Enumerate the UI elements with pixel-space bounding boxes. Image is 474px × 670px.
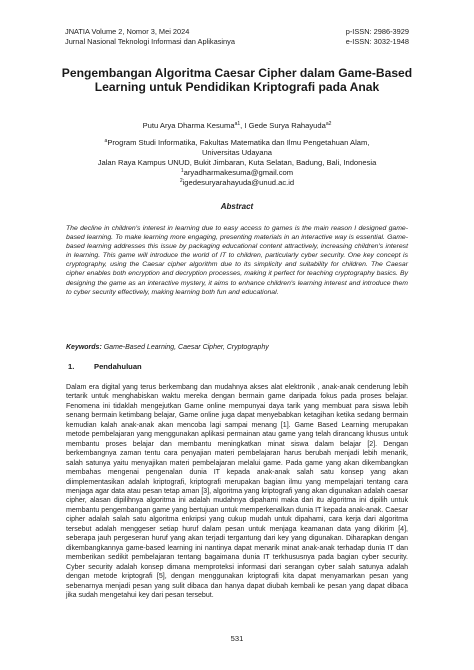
- section-heading: [68, 362, 142, 371]
- section-title: Pendahuluan: [94, 362, 142, 371]
- author-name: I Gede Surya Rahayuda: [244, 121, 326, 130]
- keywords-text: Game-Based Learning, Caesar Cipher, Cryptography: [101, 344, 269, 351]
- affiliation-marker: a: [104, 138, 108, 144]
- author-superscript: a2: [325, 121, 332, 127]
- p-issn: p-ISSN: 2986-3929: [345, 27, 409, 36]
- author-name: Putu Arya Dharma Kesuma: [142, 121, 235, 130]
- journal-header-left: [65, 27, 235, 48]
- paper-title: Pengembangan Algoritma Caesar Cipher dalam Game-Based Learning untuk Pendidikan Kriptografi pada Anak: [61, 66, 413, 94]
- page-number: 531: [230, 634, 244, 643]
- abstract-heading: Abstract: [220, 202, 254, 211]
- journal-volume: JNATIA Volume 2, Nomor 3, Mei 2024: [65, 27, 190, 36]
- affiliation-block: [40, 138, 434, 188]
- keywords: [66, 343, 408, 352]
- author-list: [40, 121, 434, 131]
- section-body-text: Dalam era digital yang terus berkembang dan mudahnya akses alat elektronik , anak-anak cenderung lebih tertarik untuk menghabiskan waktu mereka dengan bermain game daripada fokus pada proses belajar. Fenomena ini tidaklah mengejutkan Game online mempunyai daya tarik yang membuat para siswa lebih senang bermain ketimbang belajar, Game online juga dapat menyebabkan ketagihan ketika sedang bermain kemudian kalah anak-anak akan mencoba lagi sampai menang [1]. Game Based Learning merupakan metode pembelajaran yang menggunakan aplikasi permainan atau game yang telah dirancang khusus untuk membantu proses belajar dan membantu meningkatkan minat siswa dalam belajar [2]. Dengan berkembangnya zaman tentu cara penyajian materi pembelajaran harus berubah menjadi lebih menarik, salah satunya yaitu menyajikan materi pembelajaran melalui game. Pada game yang akan dikembangkan membahas mengenai pengenalan dunia IT kepada anak-anak salah satu konsep yang akan diimplementasikan adalah kriptografi, kriptografi merupakan bagian ilmu yang mempelajari tentang cara menjaga agar data atau pesan tetap aman [3], algoritma yang kriptografi yang akan digunakan adalah caesar cipher, alasan dipilihnya algoritma ini adalah mudahnya dipahami maka dari itu algoritma ini dipilih untuk membantu pengembangan game yang bertujuan untuk memperkenalkan dunia IT kepada anak-anak. Caesar cipher adalah salah satu algoritma enkripsi yang cukup mudah untuk dipahami, cara kerja dari algoritma tersebut adalah menggeser setiap huruf dalam pesan untuk menjaga keamanan data yang dikirim [4], seberapa jauh pergeseran huruf yang akan terjadi tergantung dari key yang digunakan. Diharapkan dengan dikembangkannya game-based learning ini nantinya dapat menarik minat anak-anak terhadap dunia IT dan memberikan sedikit pembelajaran tentang bagaimana dunia IT terkhususnya pada bagian cyber security. Cyber security adalah konsep dimana memproteksi informasi dari serangan cyber salah satunya adalah dengan metode kriptografi [5], dengan menggunakan kriptografi kita dapat menyamarkan pesan yang sebenarnya menjadi pesan yang sulit dibaca dan hanya dapat diubah kembali ke pesan yang dapat dibaca jika sudah mengetahui key dari pesan tersebut.: [66, 384, 408, 599]
- section-number: 1.: [68, 362, 75, 371]
- affiliation-line: $^a$Program Studi Informatika, Fakultas Matematika dan Ilmu Pengetahuan Alam,: [104, 138, 370, 147]
- author-separator: ,: [240, 121, 245, 130]
- author-email: $^2$igedesuryarahayuda@unud.ac.id: [179, 178, 295, 188]
- affiliation-line: Universitas Udayana: [201, 148, 273, 158]
- e-issn: e-ISSN: 3032-1948: [345, 37, 409, 47]
- keywords-label: Keywords:: [66, 344, 102, 351]
- affiliation-address: Jalan Raya Kampus UNUD, Bukit Jimbaran, Kuta Selatan, Badung, Bali, Indonesia: [97, 158, 377, 168]
- journal-name: Jurnal Nasional Teknologi Informasi dan Aplikasinya: [65, 37, 235, 47]
- author-superscript: a1: [234, 121, 241, 127]
- journal-header-right: [346, 27, 409, 48]
- abstract-text: The decline in children's interest in learning due to easy access to games is the main reason I designed game-based learning. To make learning more engaging, presenting materials in an interactive way is essential. Game-based learning addresses this issue by packaging educational content attractively, increasing children's interest in learning. This game will introduce the world of IT to children, particularly cyber security. One key concept is cryptography, using the Caesar cipher algorithm due to its simplicity and suitability for children. The Caesar cipher enables both encryption and decryption processes, making it perfect for teaching cryptography basics. By designing the game as an interactive mystery, it aims to enhance children's learning interest and introduce them to cyber security effectively, making learning both fun and educational.: [66, 225, 408, 296]
- author-email: $^1$aryadharmakesuma@gmail.com: [180, 168, 294, 178]
